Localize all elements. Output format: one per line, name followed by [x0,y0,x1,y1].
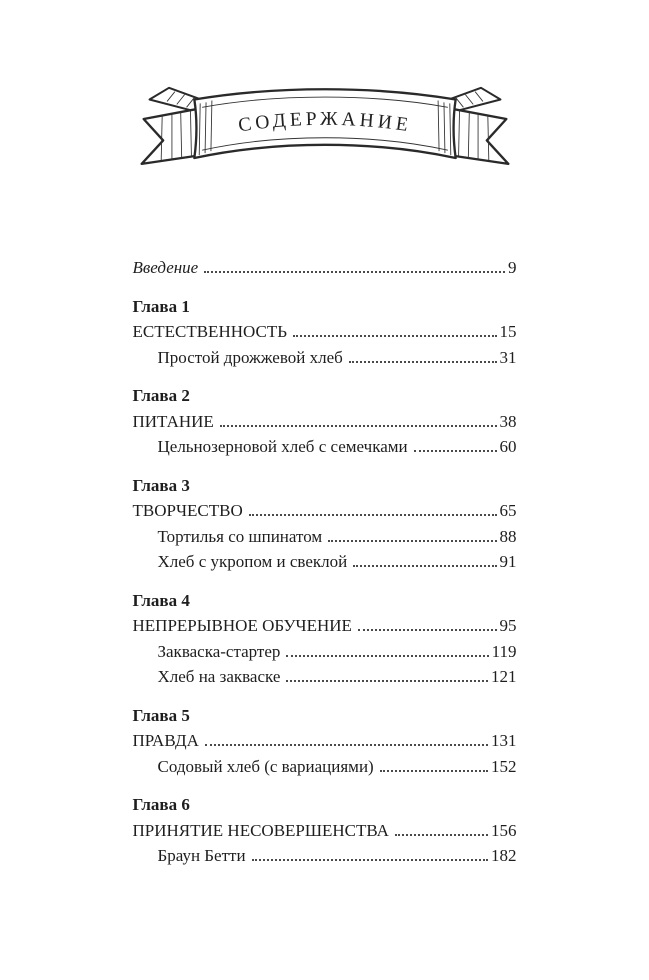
toc-entry [133,728,517,754]
toc-entry-page: 88 [499,526,517,546]
toc-chapter-label: Глава 5 [132,705,190,725]
table-of-contents [133,255,517,869]
toc-entry [133,843,517,869]
dot-leader [204,271,505,273]
toc-entry-label: Введение [132,258,199,277]
toc-entry [133,434,517,460]
dot-leader [353,565,496,567]
toc-entry [133,255,517,281]
toc-entry-page: 152 [491,756,517,776]
toc-entry-page: 38 [499,411,517,431]
toc-entry-page: 65 [499,501,517,520]
dot-leader [328,540,496,542]
page-title: СОДЕРЖАНИЕ [236,108,413,137]
dot-leader [249,514,497,516]
ribbon-banner-icon [130,80,520,197]
toc-entry-label: ПРИНЯТИЕ НЕСОВЕРШЕНСТВА [132,820,389,840]
toc-entry-label: НЕПРЕРЫВНОЕ ОБУЧЕНИЕ [132,616,352,635]
dot-leader [252,859,488,861]
toc-entry-label: Цельнозерновой хлеб с семечками [157,437,408,456]
toc-entry [133,613,517,639]
toc-chapter-heading [133,383,517,409]
toc-entry-label: Хлеб на закваске [157,667,281,686]
toc-entry-page: 15 [499,322,517,341]
toc-chapter-heading [133,703,517,729]
toc-entry [133,409,517,435]
toc-entry-label: ПИТАНИЕ [132,411,214,431]
toc-entry [133,319,517,345]
contents-banner [130,80,520,197]
toc-chapter-label: Глава 2 [132,386,190,405]
toc-entry [133,549,517,575]
toc-chapter-heading [133,792,517,818]
toc-chapter-heading [133,294,517,320]
toc-entry [133,639,517,665]
toc-entry-page: 91 [499,552,517,571]
toc-entry-label: Содовый хлеб (с вариациями) [157,756,374,776]
toc-entry [133,664,517,690]
toc-chapter-label: Глава 1 [132,296,190,316]
dot-leader [293,335,497,337]
toc-entry-label: ПРАВДА [132,731,199,750]
dot-leader [220,425,497,427]
toc-entry-label: ТВОРЧЕСТВО [132,501,243,520]
dot-leader [286,655,488,657]
toc-chapter-heading [133,473,517,499]
dot-leader [414,450,497,452]
toc-entry-page: 131 [491,731,517,750]
toc-entry [133,754,517,780]
dot-leader [205,744,488,746]
toc-entry [133,818,517,844]
toc-chapter-label: Глава 4 [132,590,190,610]
toc-entry-label: Тортилья со шпинатом [157,526,323,546]
dot-leader [286,680,488,682]
toc-entry-label: Закваска-стартер [157,641,281,661]
toc-chapter-heading [133,588,517,614]
toc-entry-label: Браун Бетти [157,846,246,865]
toc-entry-page: 60 [499,437,517,456]
toc-entry-page: 156 [491,820,517,840]
dot-leader [380,770,488,772]
toc-entry [133,498,517,524]
toc-entry-label: Простой дрожжевой хлеб [157,347,343,367]
toc-entry-page: 121 [491,667,517,686]
dot-leader [395,834,488,836]
toc-entry [133,345,517,371]
toc-entry-page: 182 [491,846,517,865]
toc-entry-page: 31 [499,347,517,367]
toc-entry-page: 95 [499,616,517,635]
toc-entry-label: Хлеб с укропом и свеклой [157,552,348,571]
toc-chapter-label: Глава 6 [132,795,190,814]
toc-chapter-label: Глава 3 [132,475,190,495]
toc-entry [133,524,517,550]
toc-entry-page: 9 [508,258,517,277]
dot-leader [358,629,497,631]
dot-leader [349,361,497,363]
toc-entry-label: ЕСТЕСТВЕННОСТЬ [132,322,287,341]
toc-entry-page: 119 [491,641,517,661]
